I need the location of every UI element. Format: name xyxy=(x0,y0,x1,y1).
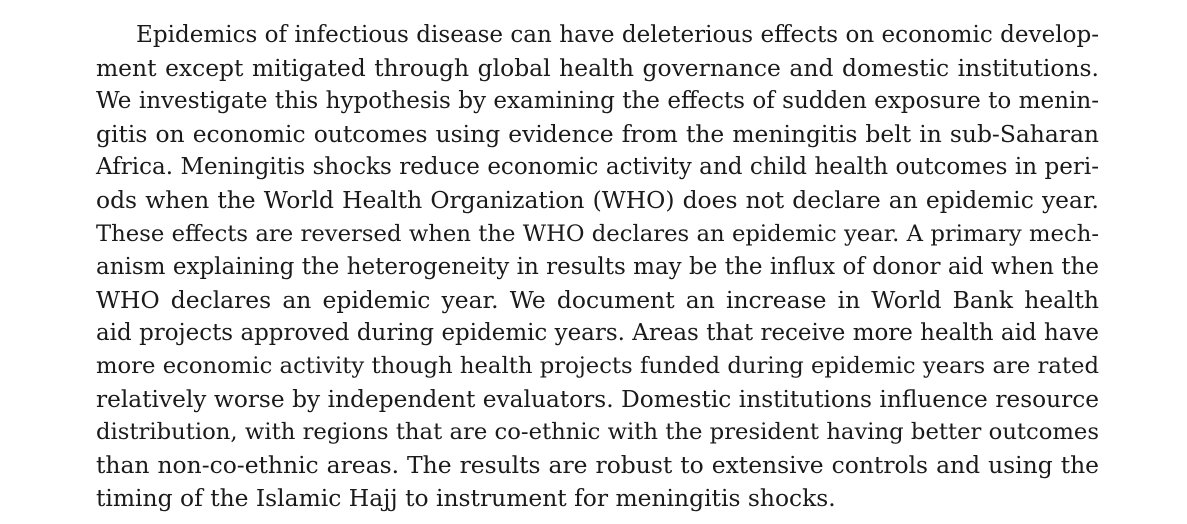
abstract-line: ods when the World Health Organization (WHO) does not declare an epidemic year. xyxy=(96,186,1099,215)
abstract-line: than non-co-ethnic areas. The results are robust to extensive controls and using the xyxy=(96,451,1099,480)
abstract-paragraph xyxy=(96,19,1099,515)
abstract-line: These effects are reversed when the WHO declares an epidemic year. A primary mech- xyxy=(96,220,1099,247)
abstract-line: WHO declares an epidemic year. We document an increase in World Bank health xyxy=(96,285,1099,314)
abstract-line: timing of the Islamic Hajj to instrument for meningitis shocks. xyxy=(96,484,836,513)
abstract-line: Africa. Meningitis shocks reduce economic activity and child health outcomes in peri- xyxy=(96,154,1099,181)
abstract-line: We investigate this hypothesis by examining the effects of sudden exposure to menin- xyxy=(96,88,1099,115)
abstract-line: gitis on economic outcomes using evidence from the meningitis belt in sub-Saharan xyxy=(96,120,1099,149)
abstract-line: more economic activity though health projects funded during epidemic years are rated xyxy=(96,352,1099,379)
abstract-line: relatively worse by independent evaluators. Domestic institutions influence resource xyxy=(96,386,1099,414)
abstract-line: distribution, with regions that are co-ethnic with the president having better outcomes xyxy=(96,419,1099,446)
abstract-line: anism explaining the heterogeneity in results may be the influx of donor aid when the xyxy=(96,253,1099,280)
abstract-line: ment except mitigated through global health governance and domestic institutions. xyxy=(96,54,1099,83)
abstract-line: Epidemics of infectious disease can have deleterious effects on economic develop- xyxy=(136,22,1099,48)
abstract-line: aid projects approved during epidemic years. Areas that receive more health aid have xyxy=(96,319,1099,346)
